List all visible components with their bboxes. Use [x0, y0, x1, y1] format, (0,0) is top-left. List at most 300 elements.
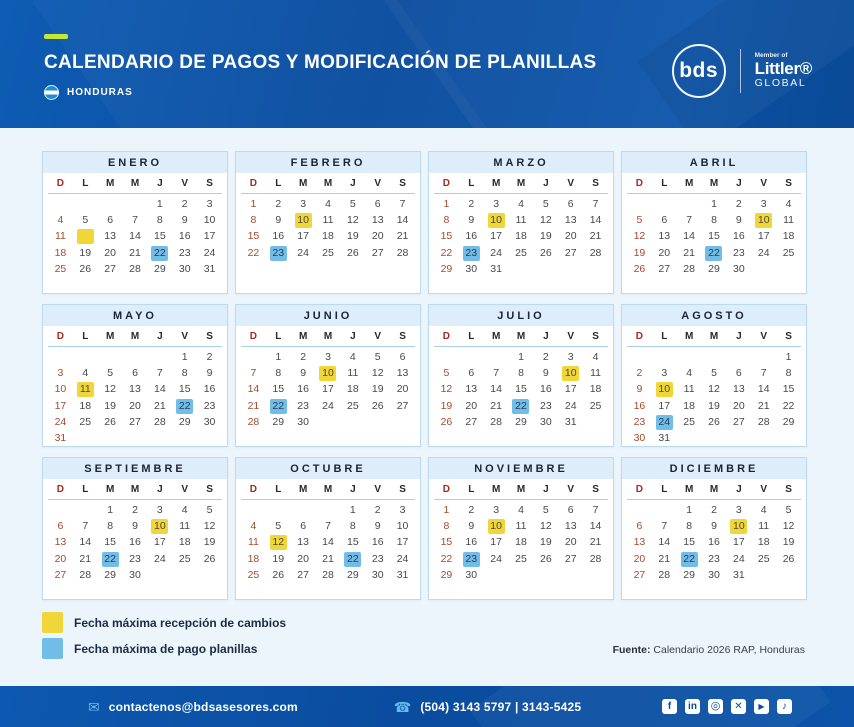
day-cell: 11	[247, 536, 259, 549]
weekday-header: M	[684, 177, 694, 189]
day-cell: 13	[733, 383, 745, 396]
weekday-header: M	[491, 177, 501, 189]
day-cell: 21	[129, 246, 141, 259]
day-cell: 3	[567, 350, 574, 363]
weekday-header: L	[275, 330, 282, 342]
day-cell: 21	[658, 552, 671, 565]
day-cell: 1	[156, 197, 163, 210]
day-cell: 4	[325, 197, 331, 210]
month-title: FEBRERO	[236, 152, 420, 173]
day-cell: 5	[443, 367, 450, 380]
day-cell: 23	[733, 246, 745, 259]
day-cell: 4	[760, 503, 767, 516]
day-cell: 27	[564, 246, 577, 259]
day-cell: 31	[396, 569, 409, 582]
day-cell: 19	[540, 536, 552, 549]
day-cell: 6	[399, 350, 406, 363]
legend-item-max-pago-planillas	[42, 638, 286, 659]
legend-row	[42, 612, 805, 659]
month-card-noviembre	[428, 457, 614, 600]
day-cell: 24	[490, 552, 502, 565]
day-cell: 19	[104, 399, 116, 412]
day-cell: 6	[636, 520, 643, 533]
month-title: MARZO	[429, 152, 613, 173]
day-cell: 22	[677, 551, 702, 567]
day-cell: 22	[98, 551, 123, 567]
day-cell: 4	[181, 503, 188, 516]
day-cell: 28	[757, 416, 770, 429]
day-cell: 23	[371, 552, 384, 565]
day-cell: 12	[782, 520, 795, 533]
day-cell: 8	[107, 520, 114, 533]
day-cell: 3	[156, 503, 163, 516]
day-cell: 3	[735, 503, 742, 516]
weekday-header: L	[82, 330, 89, 342]
day-cell: 17	[658, 399, 671, 412]
day-cell: 17	[733, 536, 745, 549]
empty-day-cell	[652, 196, 677, 212]
day-cell: 17	[757, 230, 770, 243]
day-cell: 30	[633, 432, 646, 445]
empty-day-cell	[73, 196, 98, 212]
weekday-header: V	[181, 177, 189, 189]
day-cell: 30	[129, 569, 141, 582]
weekday-header: S	[206, 330, 213, 342]
day-cell: 14	[490, 383, 502, 396]
day-cell: 3	[493, 503, 500, 516]
day-cell: 29	[272, 416, 285, 429]
empty-day-cell	[677, 196, 702, 212]
day-cell: 6	[132, 367, 138, 380]
littler-name: Littler®	[754, 58, 812, 78]
littler-member-of: Member of	[754, 52, 788, 60]
day-cell: 7	[760, 367, 767, 380]
day-cell: 3	[57, 367, 64, 380]
weekday-header: D	[56, 483, 65, 495]
day-cell: 30	[203, 416, 216, 429]
empty-day-cell	[48, 196, 73, 212]
weekday-header: M	[130, 330, 140, 342]
day-cell: 2	[275, 197, 282, 210]
day-cell: 31	[658, 432, 671, 445]
day-cell: 24	[54, 416, 67, 429]
day-cell: 26	[347, 246, 359, 259]
weekday-header: D	[56, 177, 65, 189]
weekday-header: M	[105, 483, 115, 495]
day-cell: 15	[247, 230, 260, 243]
weekday-header: L	[661, 483, 668, 495]
day-cell: 9	[636, 383, 643, 396]
day-cell: 2	[542, 350, 549, 363]
day-cell: 24	[297, 246, 309, 259]
empty-day-cell	[48, 502, 73, 518]
social-icons	[662, 699, 792, 714]
day-cell: 31	[733, 569, 745, 582]
legend-label: Fecha máxima de pago planillas	[74, 641, 258, 656]
day-cell: 22	[147, 245, 172, 261]
day-cell: 6	[300, 520, 307, 533]
day-cell: 22	[440, 552, 453, 565]
weekday-header: J	[350, 483, 356, 495]
day-cell: 11	[515, 214, 527, 227]
day-cell: 28	[490, 416, 502, 429]
day-cell: 22	[172, 398, 197, 414]
day-cell: 22	[340, 551, 365, 567]
month-title: NOVIEMBRE	[429, 458, 613, 479]
weekday-header: V	[760, 330, 768, 342]
day-cell: 14	[757, 383, 770, 396]
day-cell: 15	[708, 230, 720, 243]
day-cell: 21	[490, 399, 502, 412]
weekday-header: J	[157, 483, 163, 495]
day-cell: 1	[275, 350, 282, 363]
day-cell: 9	[275, 214, 282, 227]
day-cell: 23	[708, 552, 720, 565]
day-cell: 5	[374, 350, 381, 363]
day-cell: 29	[347, 569, 359, 582]
day-cell: 17	[564, 383, 577, 396]
envelope-icon: ✉	[88, 698, 100, 715]
day-cell: 1	[711, 197, 717, 210]
empty-day-cell	[751, 349, 776, 365]
weekday-header: M	[323, 177, 333, 189]
day-cell: 28	[322, 569, 334, 582]
phone-icon: ☎	[393, 698, 412, 715]
day-cell: 27	[297, 569, 309, 582]
day-cell: 20	[297, 552, 309, 565]
email-contact[interactable]	[88, 700, 298, 714]
day-cell: 22	[509, 398, 534, 414]
weekday-header: J	[543, 483, 549, 495]
day-cell: 13	[371, 214, 384, 227]
day-cell: 9	[735, 214, 742, 227]
weekday-header: M	[709, 330, 719, 342]
legend-item-max-recepcion-cambios	[42, 612, 286, 633]
day-cell: 31	[490, 263, 502, 276]
day-cell: 28	[396, 246, 409, 259]
weekday-header: S	[399, 177, 406, 189]
day-cell: 28	[154, 416, 166, 429]
day-cell: 25	[79, 416, 92, 429]
day-cell: 2	[711, 503, 717, 516]
day-cell: 15	[272, 383, 285, 396]
weekday-header: L	[275, 177, 282, 189]
day-cell: 25	[782, 246, 795, 259]
day-cell: 22	[440, 246, 453, 259]
day-cell: 27	[633, 569, 646, 582]
instagram-icon[interactable]: ◎	[708, 699, 723, 714]
day-cell: 19	[540, 230, 552, 243]
day-cell: 19	[347, 230, 359, 243]
day-cell: 13	[564, 214, 577, 227]
weekday-header: S	[592, 177, 599, 189]
day-cell: 12	[203, 520, 216, 533]
day-cell: 12	[540, 214, 552, 227]
day-cell: 17	[396, 536, 409, 549]
day-cell: 11	[73, 382, 98, 398]
day-cell: 10	[147, 518, 172, 534]
day-cell: 25	[683, 416, 695, 429]
month-title: DICIEMBRE	[622, 458, 806, 479]
legend	[42, 612, 286, 659]
day-cell: 28	[247, 416, 260, 429]
weekday-header: D	[249, 330, 258, 342]
weekday-header: J	[543, 177, 549, 189]
country-badge	[44, 85, 596, 100]
day-cell: 23	[540, 399, 552, 412]
tiktok-icon[interactable]: ♪	[777, 699, 792, 714]
source-text: Calendario 2026 RAP, Honduras	[650, 644, 805, 656]
day-cell: 18	[322, 230, 334, 243]
day-cell: 18	[589, 383, 602, 396]
month-title: ABRIL	[622, 152, 806, 173]
day-cell: 9	[468, 214, 475, 227]
day-cell: 8	[443, 520, 450, 533]
day-cell: 11	[783, 214, 795, 227]
weekday-header: L	[468, 177, 475, 189]
weekday-header: L	[661, 177, 668, 189]
weekday-header: L	[275, 483, 282, 495]
day-cell: 20	[104, 246, 116, 259]
day-cell: 5	[711, 367, 717, 380]
month-title: MAYO	[43, 305, 227, 326]
weekday-header: J	[157, 330, 163, 342]
empty-day-cell	[726, 349, 751, 365]
day-cell: 2	[206, 350, 213, 363]
day-cell: 4	[592, 350, 599, 363]
weekday-header: J	[350, 330, 356, 342]
day-cell: 14	[396, 214, 409, 227]
day-cell: 21	[79, 552, 92, 565]
empty-day-cell	[434, 349, 459, 365]
day-cell: 23	[266, 245, 291, 261]
weekday-header: V	[760, 177, 768, 189]
day-cell: 5	[275, 520, 282, 533]
day-cell: 11	[683, 383, 695, 396]
day-cell: 29	[515, 416, 527, 429]
day-cell: 18	[178, 536, 191, 549]
weekday-header: D	[442, 177, 451, 189]
day-cell: 2	[636, 367, 643, 380]
day-cell: 30	[465, 569, 478, 582]
phone-contact[interactable]	[394, 700, 581, 714]
weekday-header: S	[592, 483, 599, 495]
legend-label: Fecha máxima recepción de cambios	[74, 615, 287, 630]
day-cell: 18	[79, 399, 92, 412]
day-cell: 17	[297, 230, 309, 243]
day-cell: 10	[203, 214, 216, 227]
weekday-header: M	[323, 483, 333, 495]
day-cell: 21	[396, 230, 409, 243]
email-text: contactenos@bdsasesores.com	[108, 699, 298, 714]
legend-swatch-max-pago-planillas	[42, 638, 63, 659]
empty-day-cell	[266, 502, 291, 518]
weekday-header: M	[298, 177, 308, 189]
day-cell: 14	[129, 230, 141, 243]
day-cell: 11	[758, 520, 770, 533]
weekday-header: J	[736, 483, 742, 495]
day-cell: 27	[733, 416, 745, 429]
month-title: AGOSTO	[622, 305, 806, 326]
day-cell: 4	[57, 214, 64, 227]
day-cell: 7	[399, 197, 406, 210]
day-cell: 9	[206, 367, 213, 380]
day-cell: 30	[540, 416, 552, 429]
day-cell: 23	[459, 551, 484, 567]
weekday-header: V	[760, 483, 768, 495]
source-label: Fuente:	[612, 644, 651, 656]
day-cell: 11	[347, 367, 359, 380]
day-cell: 10	[652, 382, 677, 398]
day-cell: 16	[633, 399, 646, 412]
weekday-header: L	[468, 483, 475, 495]
day-cell: 18	[54, 246, 67, 259]
weekday-header: S	[785, 483, 792, 495]
day-cell: 8	[686, 520, 693, 533]
day-cell: 25	[54, 263, 67, 276]
month-card-agosto	[621, 304, 807, 447]
empty-day-cell	[98, 349, 123, 365]
day-cell: 28	[79, 569, 92, 582]
day-cell: 1	[107, 503, 114, 516]
empty-day-cell	[291, 502, 316, 518]
day-cell: 6	[735, 367, 742, 380]
day-cell: 16	[708, 536, 720, 549]
day-cell: 7	[132, 214, 138, 227]
page-header	[0, 0, 854, 128]
weekday-header: L	[82, 483, 89, 495]
day-cell: 24	[490, 246, 502, 259]
calendar-content	[0, 128, 854, 659]
day-cell: 17	[203, 230, 216, 243]
day-cell: 8	[443, 214, 450, 227]
day-cell: 15	[515, 383, 527, 396]
honduras-flag-icon	[44, 85, 59, 100]
day-cell: 27	[371, 246, 384, 259]
day-cell: 16	[733, 230, 745, 243]
weekday-header: J	[736, 177, 742, 189]
day-cell: 12	[371, 367, 384, 380]
day-cell: 20	[371, 230, 384, 243]
day-cell: 29	[440, 569, 453, 582]
day-cell: 31	[203, 263, 216, 276]
day-cell: 7	[592, 503, 599, 516]
empty-day-cell	[627, 502, 652, 518]
day-cell: 1	[443, 503, 450, 516]
day-cell: 18	[247, 552, 260, 565]
day-cell: 6	[57, 520, 64, 533]
day-cell: 24	[396, 552, 409, 565]
day-cell: 2	[374, 503, 381, 516]
day-cell: 22	[247, 246, 260, 259]
day-cell: 19	[272, 552, 285, 565]
day-cell: 27	[129, 416, 141, 429]
youtube-icon[interactable]: ▶	[754, 699, 769, 714]
day-cell: 16	[371, 536, 384, 549]
day-cell: 26	[79, 263, 92, 276]
weekday-header: S	[206, 483, 213, 495]
day-cell: 2	[300, 350, 307, 363]
day-cell: 7	[82, 520, 89, 533]
weekday-header: J	[350, 177, 356, 189]
day-cell: 12	[540, 520, 552, 533]
day-cell: 15	[440, 536, 453, 549]
day-cell: 3	[300, 197, 307, 210]
day-cell: 23	[129, 552, 141, 565]
empty-day-cell	[123, 196, 148, 212]
facebook-icon[interactable]: f	[662, 699, 677, 714]
day-cell: 24	[203, 246, 216, 259]
day-cell: 27	[465, 416, 478, 429]
day-cell: 24	[757, 246, 770, 259]
day-cell: 21	[683, 246, 695, 259]
source-note	[613, 644, 805, 659]
day-cell: 1	[250, 197, 257, 210]
day-cell: 16	[465, 230, 478, 243]
weekday-header: V	[567, 483, 575, 495]
day-cell: 14	[589, 214, 602, 227]
day-cell: 5	[82, 214, 89, 227]
weekday-header: S	[592, 330, 599, 342]
linkedin-icon[interactable]: in	[685, 699, 700, 714]
day-cell: 12	[708, 383, 720, 396]
day-cell: 15	[683, 536, 695, 549]
month-card-junio	[235, 304, 421, 447]
day-cell: 13	[396, 367, 409, 380]
day-cell: 1	[349, 503, 356, 516]
empty-day-cell	[677, 349, 702, 365]
weekday-header: L	[661, 330, 668, 342]
littler-global: GLOBAL	[754, 76, 807, 89]
day-cell: 13	[54, 536, 67, 549]
day-cell: 24	[564, 399, 577, 412]
weekday-header: V	[374, 177, 382, 189]
weekday-header: M	[709, 177, 719, 189]
day-cell: 14	[322, 536, 334, 549]
day-cell: 1	[181, 350, 188, 363]
day-cell: 15	[440, 230, 453, 243]
day-cell: 26	[782, 552, 795, 565]
months-grid	[42, 151, 805, 600]
weekday-header: M	[709, 483, 719, 495]
day-cell: 7	[686, 214, 693, 227]
day-cell: 8	[156, 214, 163, 227]
day-cell: 5	[542, 503, 549, 516]
x-icon[interactable]: ✕	[731, 699, 746, 714]
day-cell: 3	[760, 197, 767, 210]
weekday-header: V	[181, 330, 189, 342]
day-cell: 19	[79, 246, 92, 259]
day-cell: 21	[589, 536, 602, 549]
day-cell	[73, 229, 98, 245]
empty-day-cell	[73, 502, 98, 518]
day-cell: 20	[564, 230, 577, 243]
day-cell: 26	[104, 416, 116, 429]
day-cell: 26	[440, 416, 453, 429]
month-title: ENERO	[43, 152, 227, 173]
weekday-header: S	[206, 177, 213, 189]
day-cell: 9	[542, 367, 549, 380]
day-cell: 9	[468, 520, 475, 533]
empty-day-cell	[98, 196, 123, 212]
weekday-header: M	[298, 483, 308, 495]
day-cell: 26	[272, 569, 285, 582]
day-cell: 16	[540, 383, 552, 396]
month-card-julio	[428, 304, 614, 447]
day-cell: 8	[349, 520, 356, 533]
day-cell: 18	[683, 399, 695, 412]
brand-logo-group	[672, 44, 812, 98]
